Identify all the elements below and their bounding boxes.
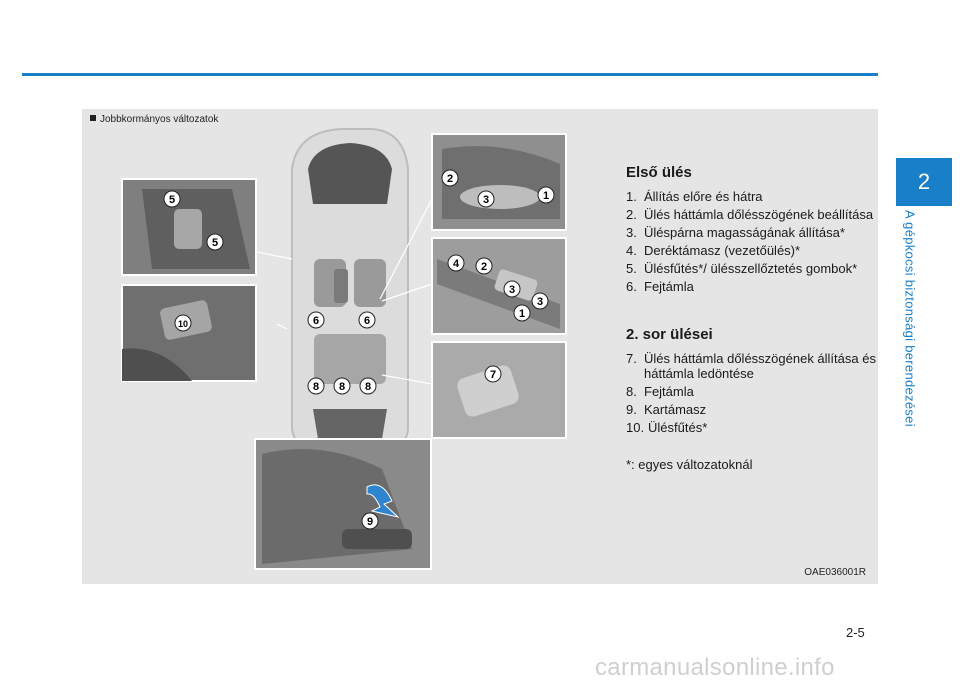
callout-badge [308, 312, 324, 328]
page-number: 2-5 [846, 625, 865, 640]
rear-seat-list [626, 351, 886, 435]
chapter-number: 2 [917, 169, 931, 194]
seat-switch-inset [432, 238, 566, 334]
svg-text:8: 8 [338, 381, 346, 393]
chapter-title: A gépkocsi biztonsági berendezései [902, 210, 918, 427]
list-item: 7. Ülés háttámla dőlésszögének állítása és háttámla ledöntése [626, 351, 876, 381]
variant-label: Jobbkormányos változatok [90, 114, 218, 125]
front-seat-heading: Első ülés [626, 164, 692, 181]
chapter-title-tab [882, 210, 938, 440]
watermark: carmanualsonline.info [595, 654, 835, 681]
callout-badge [164, 191, 180, 207]
list-item: 2. Ülés háttámla dőlésszögének beállítása [626, 207, 874, 222]
svg-text:6: 6 [363, 315, 371, 327]
svg-text:5: 5 [168, 194, 176, 206]
callout-badge [538, 187, 554, 203]
callout-badge [476, 258, 492, 274]
header-rule [22, 73, 878, 76]
rear-seat-heading: 2. sor ülései [626, 326, 713, 343]
svg-text:3: 3 [482, 194, 490, 206]
svg-text:2: 2 [446, 173, 454, 185]
car-top-view-icon [292, 129, 408, 447]
list-item: 10. Ülésfűtés* [626, 420, 708, 435]
svg-text:4: 4 [452, 258, 460, 270]
list-item: 9. Kartámasz [626, 402, 707, 417]
callout-badge [532, 293, 548, 309]
console-switch-inset [122, 179, 256, 275]
rear-heat-switch-inset [122, 285, 256, 381]
figure-code: OAE036001R [804, 567, 866, 578]
svg-text:3: 3 [508, 284, 516, 296]
callout-badge [308, 378, 324, 394]
list-item: 4. Deréktámasz (vezetőülés)* [626, 243, 801, 258]
svg-text:1: 1 [542, 190, 550, 202]
list-item: 5. Ülésfűtés*/ ülésszellőztetés gombok* [626, 261, 858, 276]
callout-badge [175, 315, 191, 331]
callout-badge [485, 366, 501, 382]
svg-text:6: 6 [312, 315, 320, 327]
callout-badge [359, 312, 375, 328]
front-seat-list [626, 189, 886, 294]
chapter-number-tab[interactable] [896, 158, 952, 206]
callout-badge [448, 255, 464, 271]
list-item: 8. Fejtámla [626, 384, 694, 399]
callout-badge [514, 305, 530, 321]
callout-badge [504, 281, 520, 297]
svg-text:5: 5 [211, 237, 219, 249]
callout-badge [360, 378, 376, 394]
armrest-inset [255, 439, 431, 569]
seat-legend [626, 164, 886, 472]
seat-figure-panel [82, 109, 878, 584]
svg-text:3: 3 [536, 296, 544, 308]
rear-seat-lever-inset [432, 342, 566, 438]
svg-text:10: 10 [177, 319, 189, 329]
svg-text:9: 9 [366, 516, 374, 528]
svg-text:8: 8 [364, 381, 372, 393]
footnote: *: egyes változatoknál [626, 457, 753, 472]
svg-text:2: 2 [480, 261, 488, 273]
callout-badge [442, 170, 458, 186]
list-item: 3. Üléspárna magasságának állítása* [626, 225, 845, 240]
callout-badge [334, 378, 350, 394]
list-item: 1. Állítás előre és hátra [626, 189, 763, 204]
callout-badge [362, 513, 378, 529]
svg-text:1: 1 [518, 308, 526, 320]
svg-text:8: 8 [312, 381, 320, 393]
callout-badge [207, 234, 223, 250]
callout-badge [478, 191, 494, 207]
list-item: 6. Fejtámla [626, 279, 694, 294]
svg-text:7: 7 [489, 369, 497, 381]
